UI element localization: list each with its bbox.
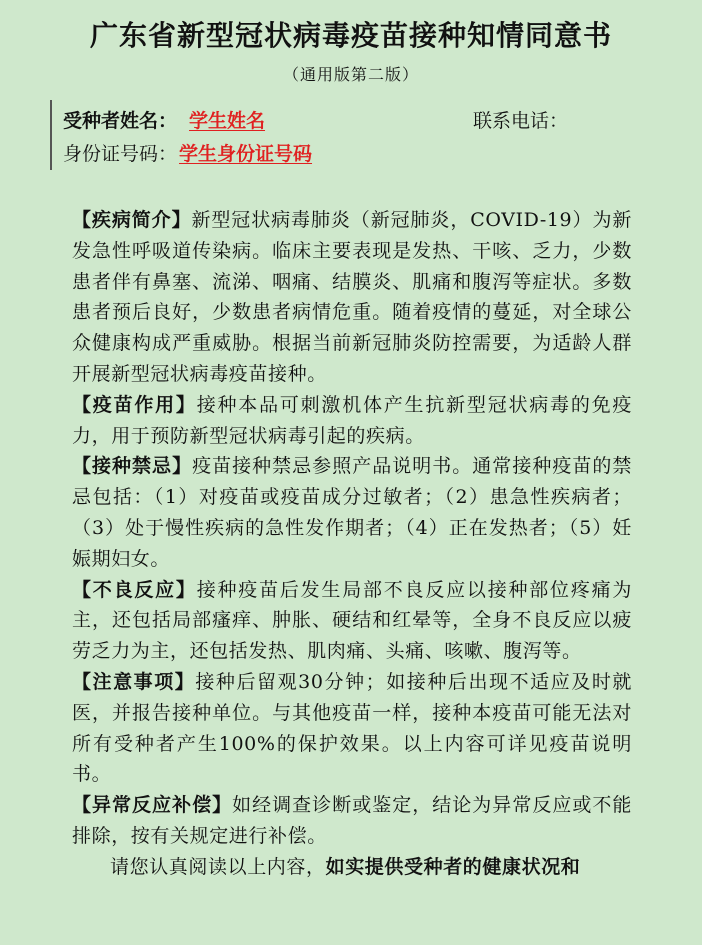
section-text: 接种疫苗后发生局部不良反应以接种部位疼痛为主，还包括局部瘙痒、肿胀、硬结和红晕等，全身不良反应以疲劳乏力为主，还包括发热、肌肉痛、头痛、咳嗽、腹泻等。 bbox=[72, 578, 632, 663]
id-number-label: 身份证号码： bbox=[63, 143, 178, 165]
section-text: 接种后留观30分钟；如接种后出现不适应及时就医，并报告接种单位。与其他疫苗一样，接种本疫苗可能无法对所有受种者产生100%的保护效果。以上内容可详见疫苗说明书。 bbox=[72, 670, 632, 786]
section-tag: 【接种禁忌】 bbox=[72, 455, 193, 478]
section-vaccine-effect bbox=[72, 390, 632, 452]
section-contraindications bbox=[72, 451, 632, 574]
document-title: 广东省新型冠状病毒疫苗接种知情同意书 bbox=[89, 19, 612, 52]
phone-label: 联系电话： bbox=[473, 110, 569, 132]
document-subtitle: （通用版第二版） bbox=[282, 65, 419, 84]
section-text: 如经调查诊断或鉴定，结论为异常反应或不能排除，按有关规定进行补偿。 bbox=[72, 794, 632, 847]
section-precautions bbox=[72, 667, 632, 790]
closing-bold-text: 如实提供受种者的健康状况和 bbox=[325, 855, 581, 878]
section-text: 新型冠状病毒肺炎（新冠肺炎，COVID-19）为新发急性呼吸道传染病。临床主要表现是发热、干咳、乏力，少数患者伴有鼻塞、流涕、咽痛、结膜炎、肌痛和腹泻等症状。多数患者预后良好，少数患者病情危重。随着疫情的蔓延，对全球公众健康构成严重威胁。根据当前新冠肺炎防控需要，为适龄人群开展新型冠状病毒疫苗接种。 bbox=[72, 209, 632, 385]
closing-paragraph bbox=[72, 852, 632, 883]
section-tag: 【注意事项】 bbox=[72, 670, 196, 693]
section-tag: 【疾病简介】 bbox=[72, 209, 192, 231]
id-number-row bbox=[63, 139, 312, 166]
field-margin-line bbox=[50, 100, 52, 170]
section-tag: 【不良反应】 bbox=[72, 578, 197, 601]
section-compensation bbox=[72, 790, 632, 852]
recipient-name-row bbox=[63, 106, 265, 133]
section-tag: 【异常反应补偿】 bbox=[72, 794, 233, 817]
document-body bbox=[72, 205, 632, 883]
section-text: 接种本品可刺激机体产生抗新型冠状病毒的免疫力，用于预防新型冠状病毒引起的疾病。 bbox=[72, 393, 632, 447]
section-text: 疫苗接种禁忌参照产品说明书。通常接种疫苗的禁忌包括：（1）对疫苗或疫苗成分过敏者；（2）患急性疾病者；（3）处于慢性疾病的急性发作期者；（4）正在发热者；（5）妊娠期妇女。 bbox=[72, 455, 632, 570]
section-disease-intro bbox=[72, 205, 632, 390]
recipient-name-label: 受种者姓名： bbox=[63, 110, 178, 132]
section-adverse-reactions bbox=[72, 575, 632, 667]
closing-text: 请您认真阅读以上内容， bbox=[110, 855, 326, 878]
recipient-name-value[interactable]: 学生姓名 bbox=[189, 110, 266, 132]
section-tag: 【疫苗作用】 bbox=[72, 393, 197, 416]
id-number-value[interactable]: 学生身份证号码 bbox=[179, 143, 313, 165]
